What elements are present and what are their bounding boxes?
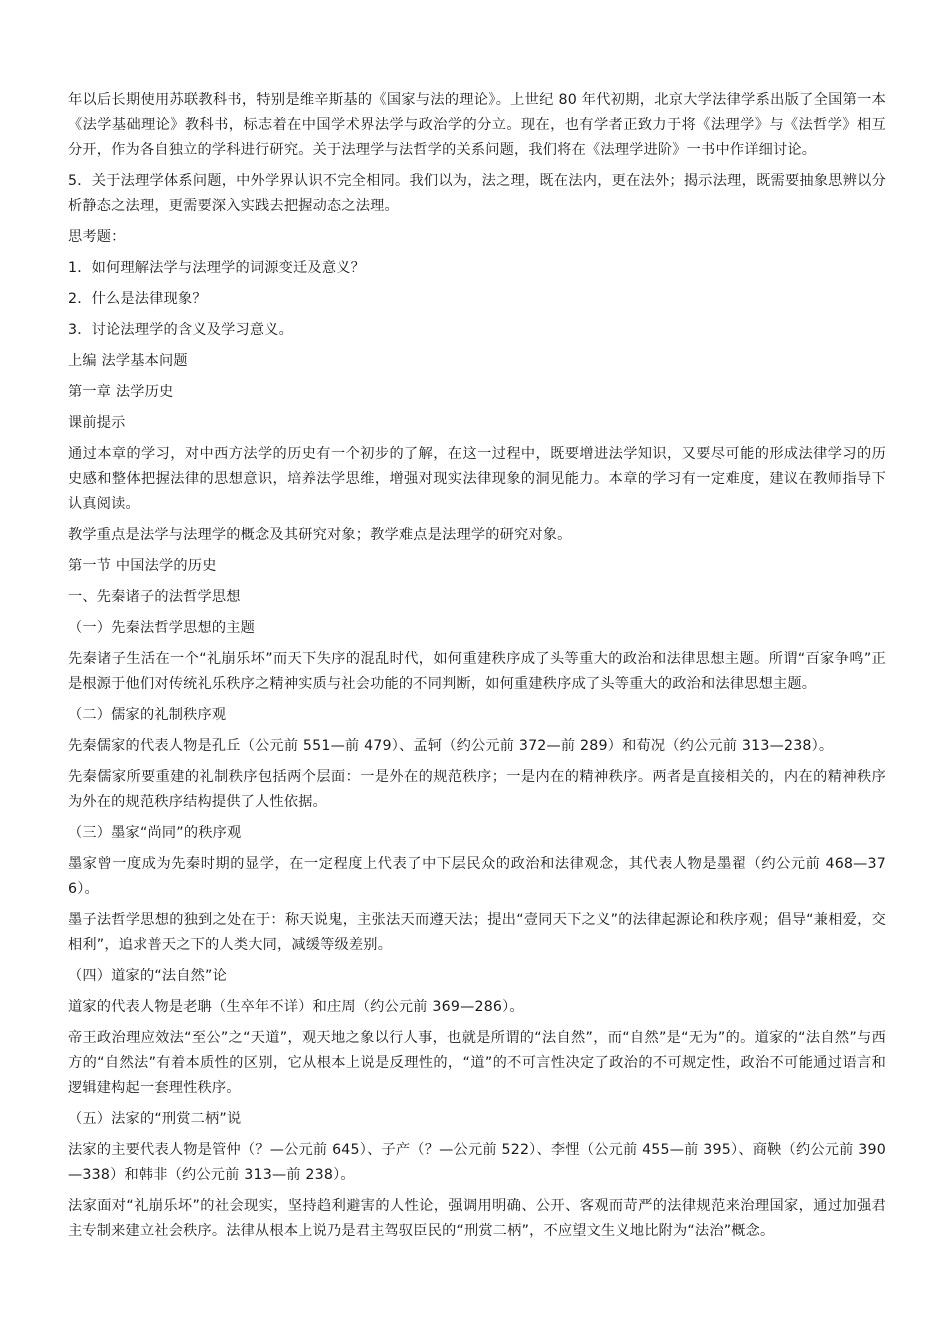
section-heading: 第一节 中国法学的历史 [68, 558, 217, 574]
question-item: 2．什么是法律现象？ [68, 291, 207, 307]
paragraph: 法家的主要代表人物是管仲（？—公元前 645）、子产（？—公元前 522）、李悝（公元前 455—前 395）、商鞅（约公元前 390—338）和韩非（约公元前 313—前 238）。 [68, 1142, 886, 1183]
paragraph: 先秦儒家的代表人物是孔丘（公元前 551—前 479）、孟轲（约公元前 372—前 289）和荀况（约公元前 313—238）。 [68, 738, 834, 754]
paragraph: 通过本章的学习，对中西方法学的历史有一个初步的了解，在这一过程中，既要增进法学知识，又要尽可能的形成法律学习的历史感和整体把握法律的思想意识，培养法学思维，增强对现实法律现象的洞见能力。本章的学习有一定难度，建议在教师指导下认真阅读。 [68, 446, 886, 512]
chapter-heading: 第一章 法学历史 [68, 384, 174, 400]
subsection-heading: （三）墨家“尚同”的秩序观 [68, 825, 242, 841]
paragraph: 5．关于法理学体系问题，中外学界认识不完全相同。我们以为，法之理，既在法内，更在法外；揭示法理，既需要抽象思辨以分析静态之法理，更需要深入实践去把握动态之法理。 [68, 173, 886, 214]
paragraph: 墨子法哲学思想的独到之处在于：称天说鬼，主张法天而遵天法；提出“壹同天下之义”的法律起源论和秩序观；倡导“兼相爱，交相利”，追求普天之下的人类大同，减缓等级差别。 [68, 912, 886, 953]
paragraph: 教学重点是法学与法理学的概念及其研究对象；教学难点是法理学的研究对象。 [68, 527, 572, 543]
paragraph: 法家面对“礼崩乐坏”的社会现实，坚持趋利避害的人性论，强调用明确、公开、客观而苛严的法律规范来治理国家，通过加强君主专制来建立社会秩序。法律从根本上说乃是君主驾驭臣民的“刑赏二柄”，不应望文生义地比附为“法治”概念。 [68, 1198, 886, 1239]
section-label: 课前提示 [68, 415, 126, 431]
paragraph: 墨家曾一度成为先秦时期的显学，在一定程度上代表了中下层民众的政治和法律观念，其代表人物是墨翟（约公元前 468—376）。 [68, 856, 886, 897]
paragraph: 先秦诸子生活在一个“礼崩乐坏”而天下失序的混乱时代，如何重建秩序成了头等重大的政治和法律思想主题。所谓“百家争鸣”正是根源于他们对传统礼乐秩序之精神实质与社会功能的不同判断，如何重建秩序成了头等重大的政治和法律思想主题。 [68, 651, 886, 692]
subsection-heading: （二）儒家的礼制秩序观 [68, 707, 227, 723]
section-label: 思考题： [68, 229, 126, 245]
question-item: 1．如何理解法学与法理学的词源变迁及意义？ [68, 260, 365, 276]
subsection-heading: （四）道家的“法自然”论 [68, 968, 227, 984]
subsection-heading: （一）先秦法哲学思想的主题 [68, 620, 256, 636]
part-heading: 上编 法学基本问题 [68, 353, 188, 369]
paragraph: 帝王政治理应效法“至公”之“天道”，观天地之象以行人事，也就是所谓的“法自然”，而“自然”是“无为”的。道家的“法自然”与西方的“自然法”有着本质性的区别，它从根本上说是反理性的，“道”的不可言性决定了政治的不可规定性，政治不可能通过语言和逻辑建构起一套理性秩序。 [68, 1030, 886, 1096]
paragraph: 道家的代表人物是老聃（生卒年不详）和庄周（约公元前 369—286）。 [68, 999, 524, 1015]
document-page [68, 88, 886, 1250]
subsection-heading: （五）法家的“刑赏二柄”说 [68, 1111, 242, 1127]
subsection-heading: 一、先秦诸子的法哲学思想 [68, 589, 241, 605]
paragraph: 先秦儒家所要重建的礼制秩序包括两个层面：一是外在的规范秩序；一是内在的精神秩序。两者是直接相关的，内在的精神秩序为外在的规范秩序结构提供了人性依据。 [68, 769, 886, 810]
question-item: 3．讨论法理学的含义及学习意义。 [68, 322, 294, 338]
paragraph: 年以后长期使用苏联教科书，特别是维辛斯基的《国家与法的理论》。上世纪 80 年代初期，北京大学法律学系出版了全国第一本《法学基础理论》教科书，标志着在中国学术界法学与政治学的分立。现在，也有学者正致力于将《法理学》与《法哲学》相互分开，作为各自独立的学科进行研究。关于法理学与法哲学的关系问题，我们将在《法理学进阶》一书中作详细讨论。 [68, 92, 886, 158]
